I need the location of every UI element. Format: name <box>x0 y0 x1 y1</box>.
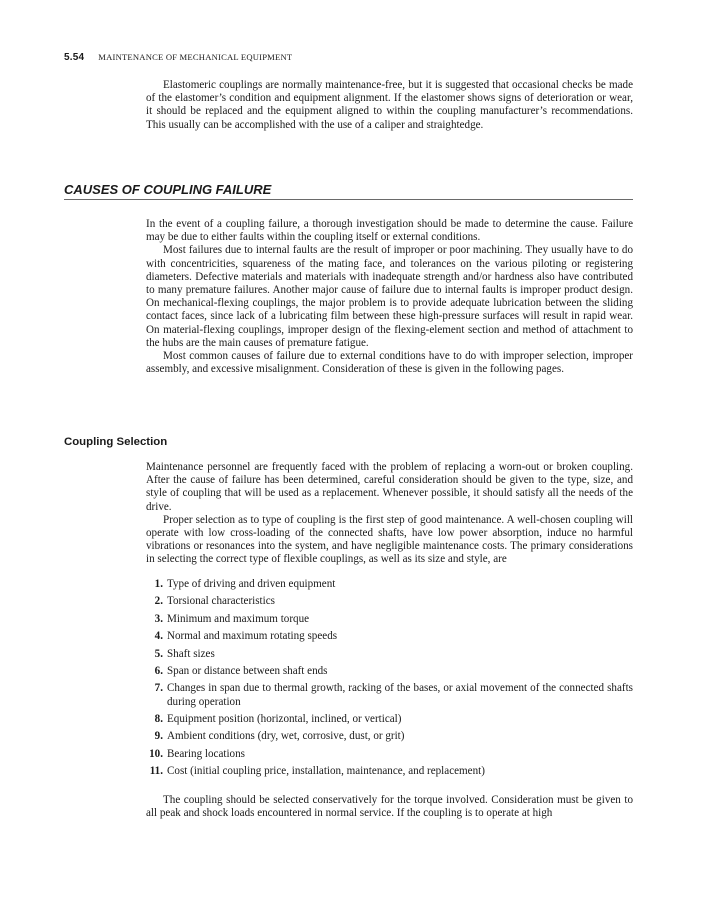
list-number: 4. <box>154 630 163 643</box>
list-item <box>146 578 633 591</box>
list-item <box>146 613 633 626</box>
intro-paragraph-block <box>146 79 633 132</box>
list-text: Equipment position (horizontal, inclined, or vertical) <box>167 712 402 725</box>
list-number: 10. <box>149 747 163 760</box>
running-header <box>64 52 292 63</box>
list-item <box>146 595 633 608</box>
list-number: 8. <box>154 712 163 725</box>
list-number: 6. <box>154 664 163 677</box>
section-heading-causes: CAUSES OF COUPLING FAILURE <box>64 182 633 200</box>
closing-block <box>146 794 633 820</box>
causes-body <box>146 218 633 376</box>
list-text: Torsional characteristics <box>167 595 275 608</box>
selection-body <box>146 461 633 567</box>
list-text: Shaft sizes <box>167 647 215 660</box>
causes-paragraph: In the event of a coupling failure, a thorough investigation should be made to determine the cause. Failure may be due to either faults within the coupling itself or external conditions. <box>146 218 633 244</box>
list-number: 5. <box>154 647 163 660</box>
causes-paragraph: Most common causes of failure due to external conditions have to do with improper selection, improper assembly, and excessive misalignment. Consideration of these is given in the following pages. <box>146 350 633 376</box>
list-text: Ambient conditions (dry, wet, corrosive, dust, or grit) <box>167 730 405 743</box>
list-text: Changes in span due to thermal growth, racking of the bases, or axial movement of the connected shafts during operation <box>167 682 633 708</box>
list-item <box>146 748 633 761</box>
list-item <box>146 730 633 743</box>
list-text: Type of driving and driven equipment <box>167 578 336 590</box>
selection-paragraph: Maintenance personnel are frequently faced with the problem of replacing a worn-out or broken coupling. After the cause of failure has been determined, careful consideration should be given to the type, size, and style of coupling that will be used as a replacement. Whenever possible, it should satisfy all the needs of the drive. <box>146 461 633 513</box>
page-number: 5.54 <box>64 52 85 63</box>
list-item <box>146 648 633 661</box>
list-item <box>146 713 633 726</box>
list-item <box>146 765 633 778</box>
list-number: 3. <box>154 612 163 625</box>
list-text: Span or distance between shaft ends <box>167 664 328 677</box>
list-number: 9. <box>154 730 163 743</box>
list-number: 2. <box>154 595 163 608</box>
list-item <box>146 630 633 643</box>
subheading-coupling-selection: Coupling Selection <box>64 436 168 448</box>
running-title: MAINTENANCE OF MECHANICAL EQUIPMENT <box>98 52 293 62</box>
selection-paragraph: Proper selection as to type of coupling is the first step of good maintenance. A well-chosen coupling will operate with low cross-loading of the connected shafts, have low power absorption, induce no harmful vibrations or resonances into the system, and have negligible maintenance costs. The primary considerations in selecting the correct type of flexible couplings, as well as its size and style, are <box>146 513 633 566</box>
list-number: 11. <box>149 765 163 778</box>
list-text: Normal and maximum rotating speeds <box>167 630 338 643</box>
list-number: 1. <box>154 578 163 590</box>
causes-paragraph: Most failures due to internal faults are the result of improper or poor machining. They usually have to do with concentricities, squareness of the mating face, and tolerances on the various piloting or registering diameters. Defective materials and materials with inadequate strength and/or hardness also have contributed to many premature failures. Another major cause of failure due to internal faults is improper product design. On mechanical-flexing couplings, the major problem is to provide adequate lubrication between the sliding contact faces, since lack of a lubricating film between these high-pressure surfaces will result in rapid wear. On material-flexing couplings, improper design of the flexing-element section and method of attachment to the hubs are the main causes of premature fatigue. <box>146 244 633 349</box>
list-item <box>146 665 633 678</box>
list-text: Minimum and maximum torque <box>167 612 310 625</box>
list-number: 7. <box>154 682 163 695</box>
closing-paragraph: The coupling should be selected conservatively for the torque involved. Consideration must be given to all peak and shock loads encountered in normal service. If the coupling is to operate at high <box>146 794 633 820</box>
list-text: Bearing locations <box>167 747 245 760</box>
intro-paragraph: Elastomeric couplings are normally maintenance-free, but it is suggested that occasional checks be made of the elastomer’s condition and equipment alignment. If the elastomer shows signs of deterioration or wear, it should be replaced and the equipment aligned to within the coupling manufacturer’s recommendations. This usually can be accomplished with the use of a caliper and straightedge. <box>146 79 633 131</box>
list-item <box>146 682 633 708</box>
selection-criteria-list <box>146 578 633 783</box>
list-text: Cost (initial coupling price, installation, maintenance, and replacement) <box>167 765 485 778</box>
